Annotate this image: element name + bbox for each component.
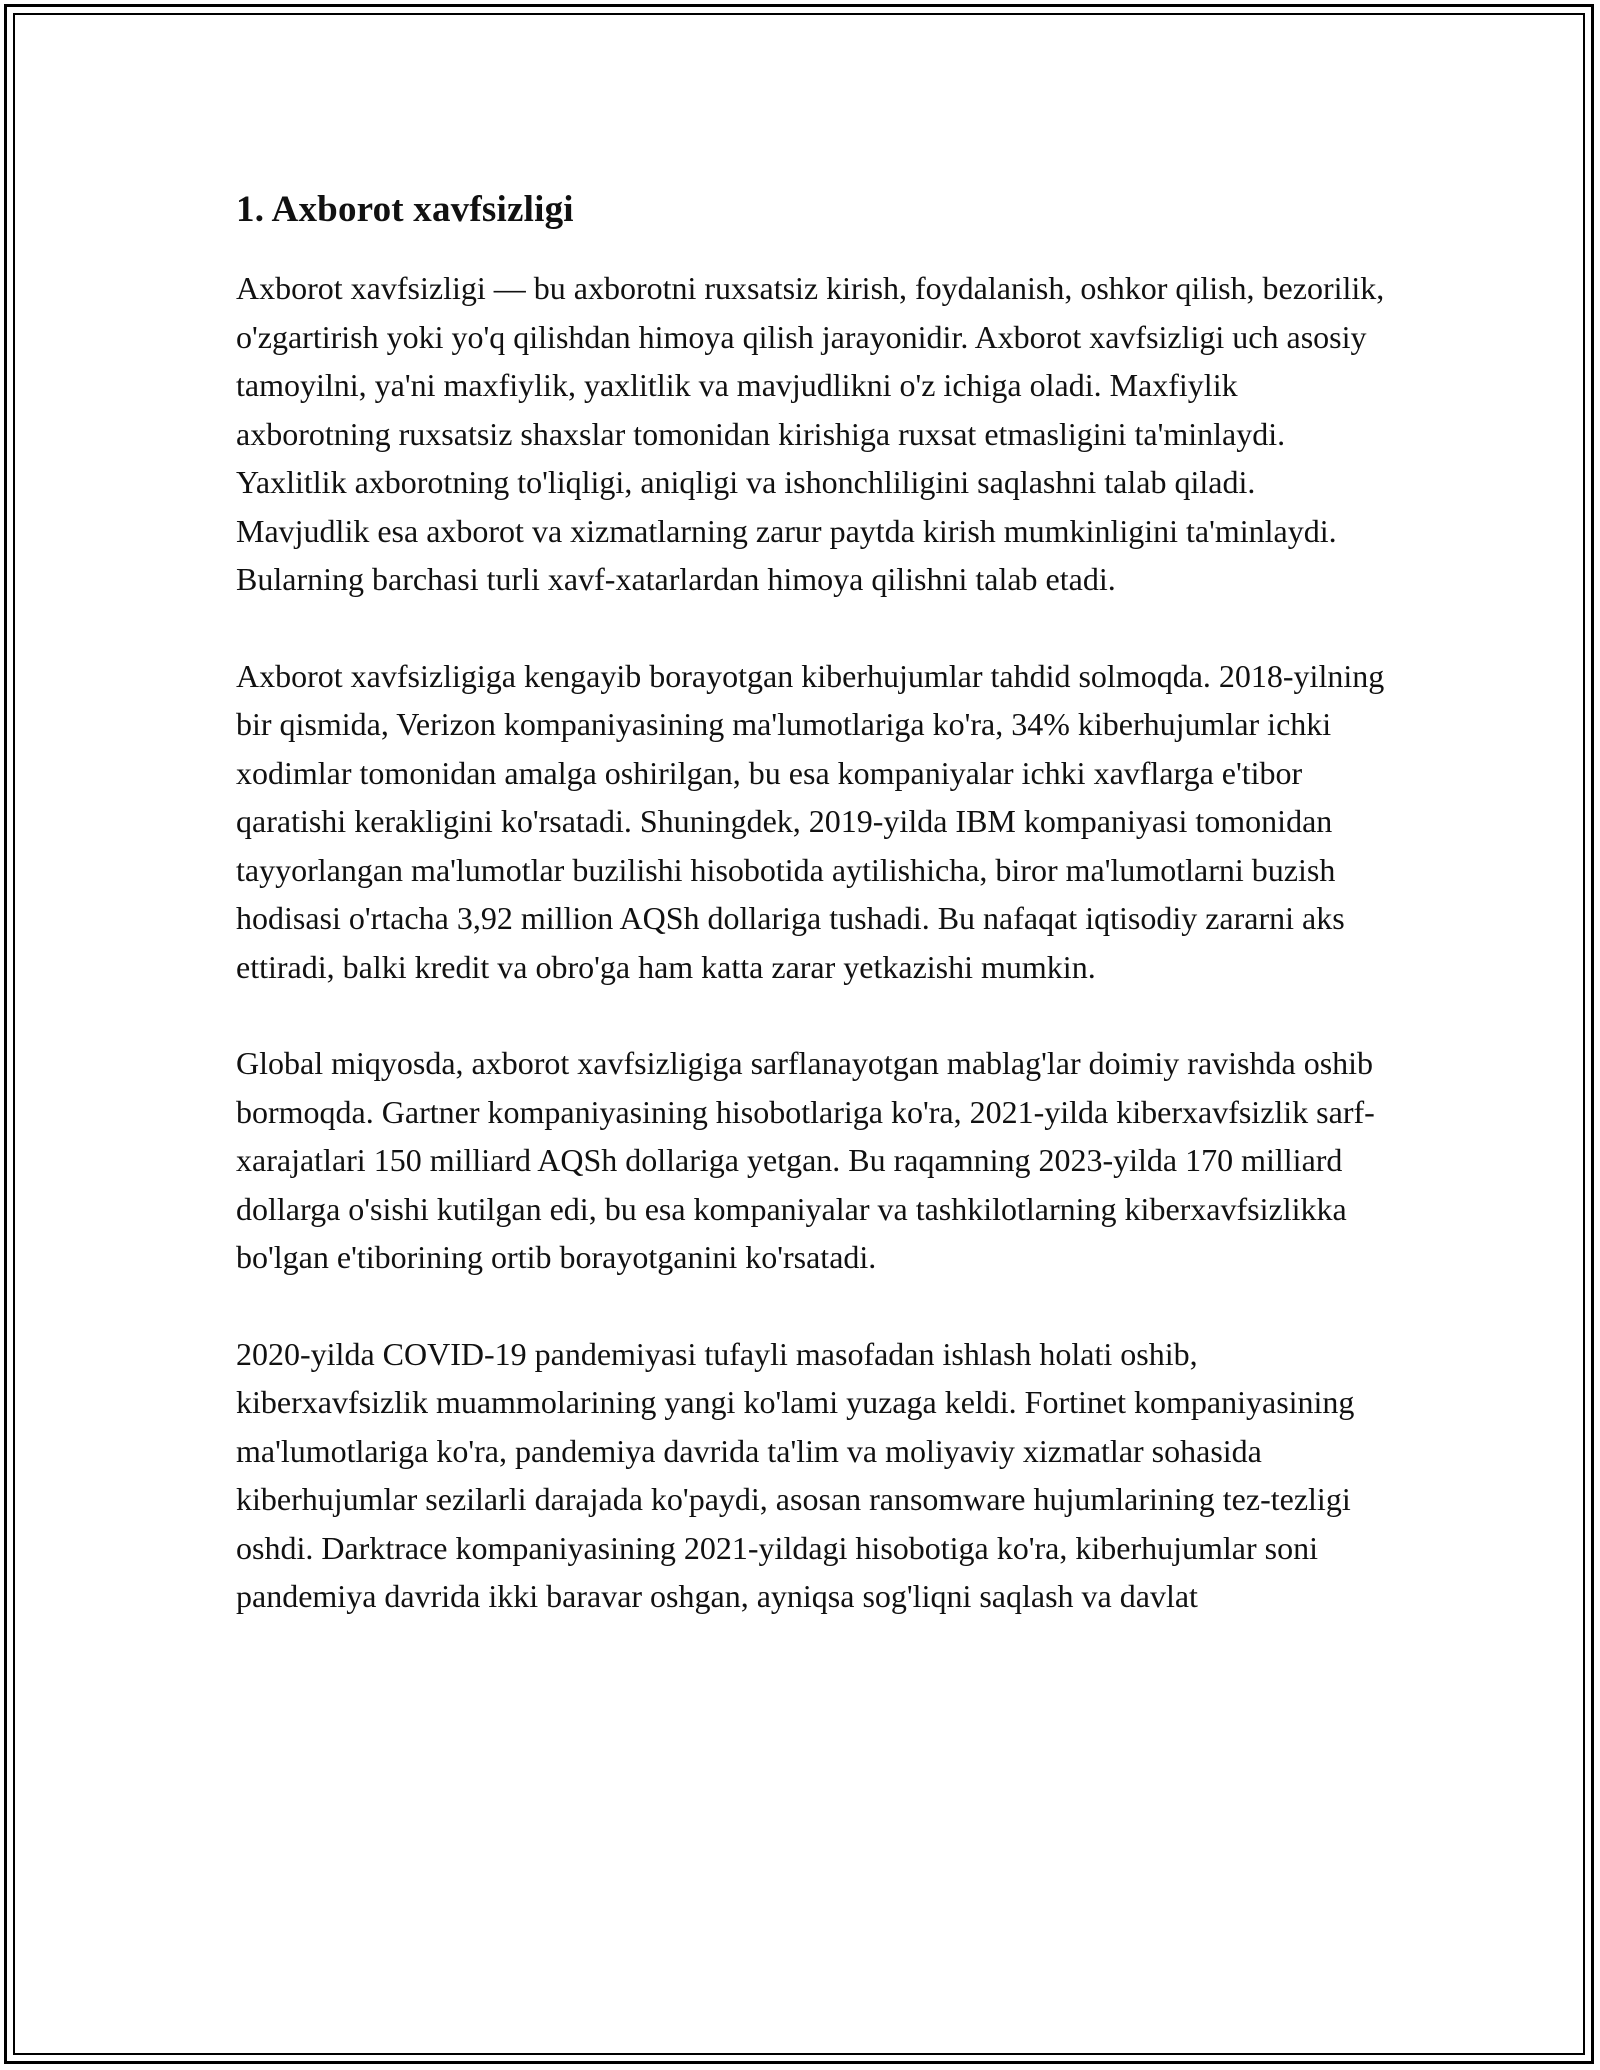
- paragraph-cyberattacks: Axborot xavfsizligiga kengayib borayotgan kiberhujumlar tahdid solmoqda. 2018-yilning bir qismida, Verizon kompaniyasining ma'lumotlariga ko'ra, 34% kiberhujumlar ichki xodimlar tomonidan amalga oshirilgan, bu esa kompaniyalar ichki xavflarga e'tibor qaratishi kerakligini ko'rsatadi. Shuningdek, 2019-yilda IBM kompaniyasi tomonidan tayyorlangan ma'lumotlar buzilishi hisobotida aytilishicha, biror ma'lumotlarni buzish hodisasi o'rtacha 3,92 million AQSh dollariga tushadi. Bu nafaqat iqtisodiy zararni aks ettiradi, balki kredit va obro'ga ham katta zarar yetkazishi mumkin.: [236, 657, 1385, 985]
- section-heading: 1. Axborot xavfsizligi: [236, 189, 574, 230]
- paragraph-global-spending: Global miqyosda, axborot xavfsizligiga sarflanayotgan mablag'lar doimiy ravishda oshib bormoqda. Gartner kompaniyasining hisobotlariga ko'ra, 2021-yilda kiberxavfsizlik sarf-xarajatlari 150 milliard AQSh dollariga yetgan. Bu raqamning 2023-yilda 170 milliard dollarga o'sishi kutilgan edi, bu esa kompaniyalar va tashkilotlarning kiberxavfsizlikka bo'lgan e'tiborining ortib borayotganini ko'rsatadi.: [236, 1045, 1375, 1275]
- paragraph-covid-impact: 2020-yilda COVID-19 pandemiyasi tufayli masofadan ishlash holati oshib, kiberxavfsizlik muammolarining yangi ko'lami yuzaga keldi. Fortinet kompaniyasining ma'lumotlariga ko'ra, pandemiya davrida ta'lim va moliyaviy xizmatlar sohasida kiberhujumlar sezilarli darajada ko'paydi, asosan ransomware hujumlarining tez-tezligi oshdi. Darktrace kompaniyasining 2021-yildagi hisobotiga ko'ra, kiberhujumlar soni pandemiya davrida ikki baravar oshgan, ayniqsa sog'liqni saqlash va davlat: [236, 1335, 1355, 1614]
- document-body: [236, 186, 1386, 1669]
- paragraph-definition: Axborot xavfsizligi — bu axborotni ruxsatsiz kirish, foydalanish, oshkor qilish, bezorilik, o'zgartirish yoki yo'q qilishdan himoya qilish jarayonidir. Axborot xavfsizligi uch asosiy tamoyilni, ya'ni maxfiylik, yaxlitlik va mavjudlikni o'z ichiga oladi. Maxfiylik axborotning ruxsatsiz shaxslar tomonidan kirishiga ruxsat etmasligini ta'minlaydi. Yaxlitlik axborotning to'liqligi, aniqligi va ishonchliligini saqlashni talab qiladi. Mavjudlik esa axborot va xizmatlarning zarur paytda kirish mumkinligini ta'minlaydi. Bularning barchasi turli xavf-xatarlardan himoya qilishni talab etadi.: [236, 270, 1385, 597]
